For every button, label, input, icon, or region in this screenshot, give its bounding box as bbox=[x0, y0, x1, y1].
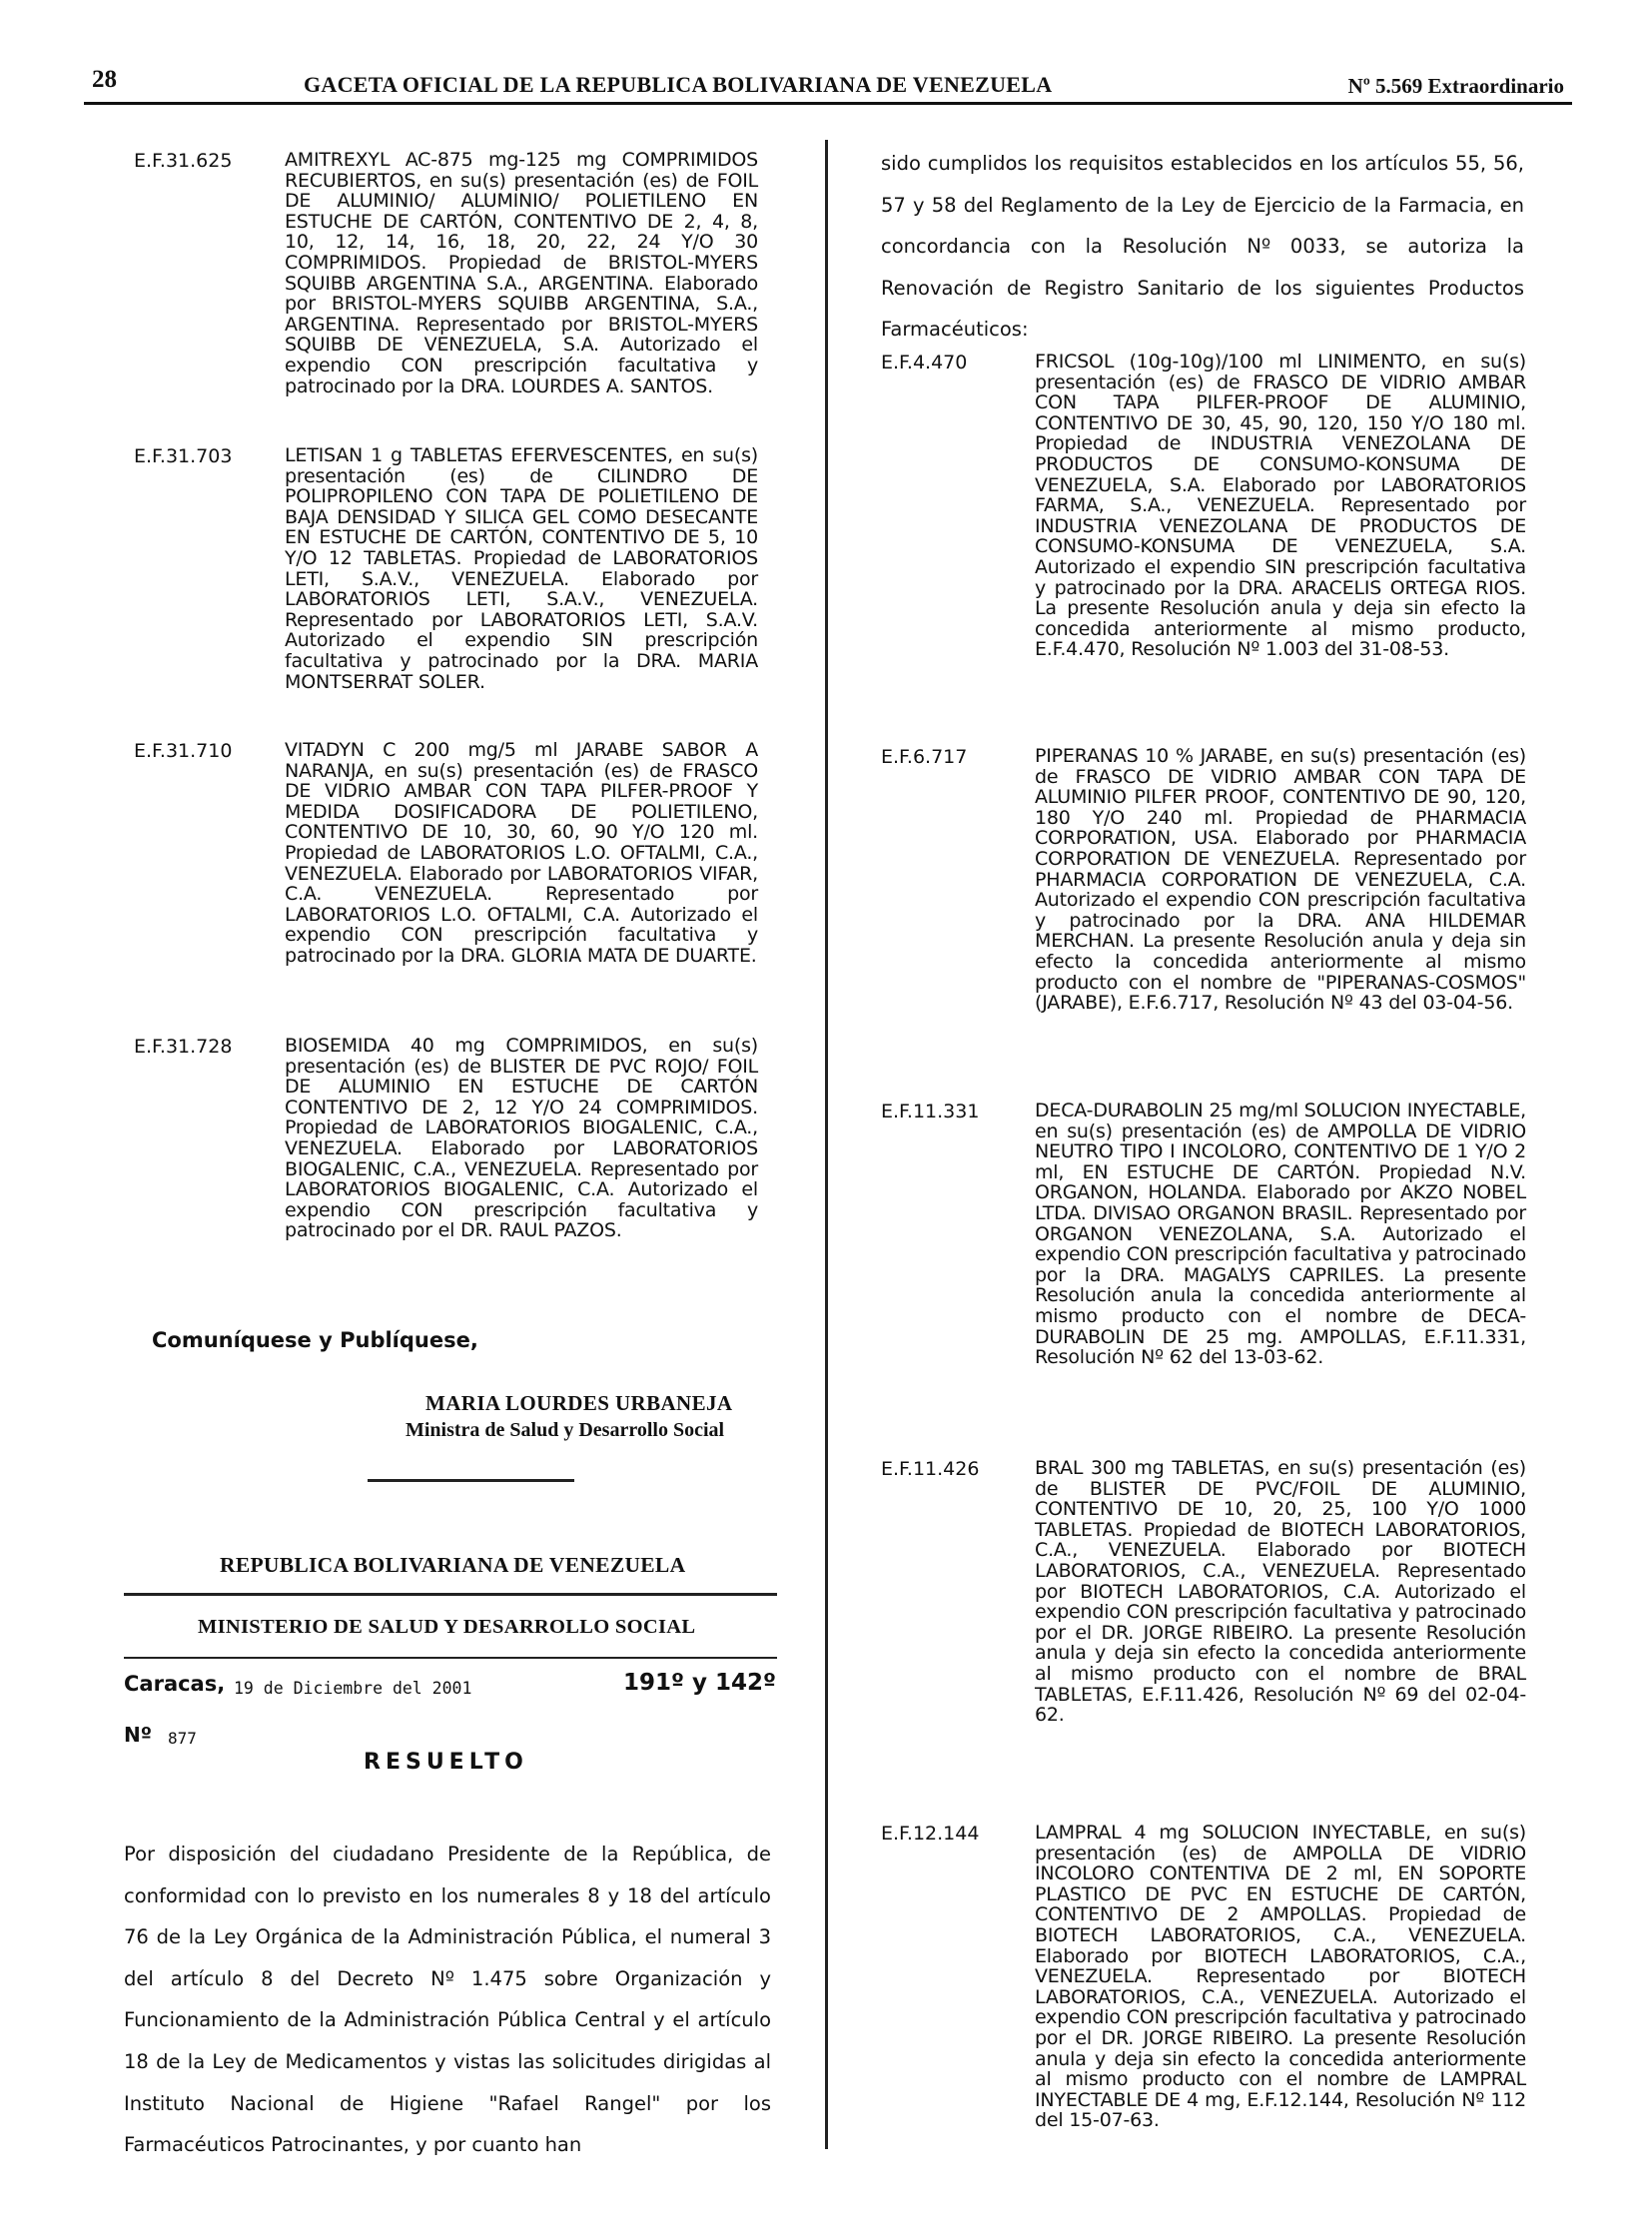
entry-text: LETISAN 1 g TABLETAS EFERVESCENTES, en su(s) presentación (es) de CILINDRO DE POLIPROPILENO CON TAPA DE POLIETILENO DE BAJA DENSIDAD Y SILICA GEL COMO DESECANTE EN ESTUCHE DE CARTÓN, CONTENTIVO DE 5, 10 Y/O 12 TABLETAS. Propiedad de LABORATORIOS LETI, S.A.V., VENEZUELA. Elaborado por LABORATORIOS LETI, S.A.V., VENEZUELA. Representado por LABORATORIOS LETI, S.A.V. Autorizado el expendio SIN prescripción facultativa y patrocinado por la DRA. MARIA MONTSERRAT SOLER. bbox=[285, 444, 758, 693]
signatory-name: MARIA LOURDES URBANEJA bbox=[425, 1391, 733, 1415]
entry-text: PIPERANAS 10 % JARABE, en su(s) presentación (es) de FRASCO DE VIDRIO AMBAR CON TAPA DE ALUMINIO PILFER PROOF, CONTENTIVO DE 90, 120, 180 Y/O 240 ml. Propiedad de PHARMACIA CORPORATION, USA. Elaborado por PHARMACIA CORPORATION DE VENEZUELA. Representado por PHARMACIA CORPORATION DE VENEZUELA, C.A. Autorizado el expendio CON prescripción facultativa y patrocinado por la DRA. ANA HILDEMAR MERCHAN. La presente Resolución anula y deja sin efecto la concedida anteriormente al mismo producto con el nombre de "PIPERANAS-COSMOS" (JARABE), E.F.6.717, Resolución Nº 43 del 03-04-56. bbox=[1035, 745, 1526, 1015]
entry-text: FRICSOL (10g-10g)/100 ml LINIMENTO, en su(s) presentación (es) de FRASCO DE VIDRIO AMBAR CON TAPA PILFER-PROOF DE ALUMINIO, CONTENTIVO DE 30, 45, 90, 120, 150 Y/O 180 ml. Propiedad de INDUSTRIA VENEZOLANA DE PRODUCTOS DE CONSUMO-KONSUMA DE VENEZUELA, S.A. Elaborado por LABORATORIOS FARMA, S.A., VENEZUELA. Representado por INDUSTRIA VENEZOLANA DE PRODUCTOS DE CONSUMO-KONSUMA DE VENEZUELA, S.A. Autorizado el expendio SIN prescripción facultativa y patrocinado por la DRA. ARACELIS ORTEGA RIOS. La presente Resolución anula y deja sin efecto la concedida anteriormente al mismo producto, E.F.4.470, Resolución Nº 1.003 del 31-08-53. bbox=[1035, 351, 1526, 661]
entry-text: AMITREXYL AC-875 mg-125 mg COMPRIMIDOS RECUBIERTOS, en su(s) presentación (es) de FOIL DE ALUMINIO/ ALUMINIO/ POLIETILENO EN ESTUCHE DE CARTÓN, CONTENTIVO DE 2, 4, 8, 10, 12, 14, 16, 18, 20, 22, 24 Y/O 30 COMPRIMIDOS. Propiedad de BRISTOL-MYERS SQUIBB ARGENTINA S.A., ARGENTINA. Elaborado por BRISTOL-MYERS SQUIBB ARGENTINA, S.A., ARGENTINA. Representado por BRISTOL-MYERS SQUIBB DE VENEZUELA, S.A. Autorizado el expendio CON prescripción facultativa y patrocinado por la DRA. LOURDES A. SANTOS. bbox=[285, 149, 758, 397]
heading-rule bbox=[124, 1593, 777, 1596]
entry-code: E.F.11.331 bbox=[881, 1101, 980, 1122]
resolution-number: 877 bbox=[168, 1729, 197, 1748]
issue-number: Nº 5.569 Extraordinario bbox=[1347, 74, 1564, 98]
entry-code: E.F.4.470 bbox=[881, 352, 968, 373]
entry-code: E.F.12.144 bbox=[881, 1823, 980, 1845]
resolution-continuation: sido cumplidos los requisitos establecidos en los artículos 55, 56, 57 y 58 del Reglamento de la Ley de Ejercicio de la Farmacia, en concordancia con la Resolución Nº 0033, se autoriza la Renovación de Registro Sanitario de los siguientes Productos Farmacéuticos: bbox=[881, 152, 1524, 342]
page-header bbox=[84, 66, 1572, 106]
closing-formula: Comuníquese y Publíquese, bbox=[152, 1328, 478, 1352]
heading-rule-2 bbox=[124, 1657, 777, 1659]
header-rule bbox=[84, 102, 1572, 105]
entry-text: LAMPRAL 4 mg SOLUCION INYECTABLE, en su(s) presentación (es) de AMPOLLA DE VIDRIO INCOLORO CONTENTIVA DE 2 ml, EN SOPORTE PLASTICO DE PVC EN ESTUCHE DE CARTÓN, CONTENTIVO DE 2 AMPOLLAS. Propiedad de BIOTECH LABORATORIOS, C.A., VENEZUELA. Elaborado por BIOTECH LABORATORIOS, C.A., VENEZUELA. Representado por BIOTECH LABORATORIOS, C.A., VENEZUELA. Autorizado el expendio CON prescripción facultativa y patrocinado por el DR. JORGE RIBEIRO. La presente Resolución anula y deja sin efecto la concedida anteriormente al mismo producto con el nombre de LAMPRAL INYECTABLE DE 4 mg, E.F.12.144, Resolución Nº 112 del 15-07-63. bbox=[1035, 1822, 1526, 2132]
ministry-heading: MINISTERIO DE SALUD Y DESARROLLO SOCIAL bbox=[198, 1616, 696, 1638]
gazette-title: GACETA OFICIAL DE LA REPUBLICA BOLIVARIANA DE VENEZUELA bbox=[304, 72, 1053, 97]
entry-code: E.F.31.703 bbox=[134, 445, 233, 467]
entry-text: BIOSEMIDA 40 mg COMPRIMIDOS, en su(s) presentación (es) de BLISTER DE PVC ROJO/ FOIL DE ALUMINIO EN ESTUCHE DE CARTÓN CONTENTIVO DE 2, 12 Y/O 24 COMPRIMIDOS. Propiedad de LABORATORIOS BIOGALENIC, C.A., VENEZUELA. Elaborado por LABORATORIOS BIOGALENIC, C.A., VENEZUELA. Representado por LABORATORIOS BIOGALENIC, C.A. Autorizado el expendio CON prescripción facultativa y patrocinado por el DR. RAUL PAZOS. bbox=[285, 1035, 758, 1242]
entry-code: E.F.31.710 bbox=[134, 740, 233, 762]
page-number: 28 bbox=[92, 66, 117, 93]
entry-code: E.F.31.625 bbox=[134, 150, 233, 172]
resolution-date: 19 de Diciembre del 2001 bbox=[234, 1679, 472, 1698]
republic-heading: REPUBLICA BOLIVARIANA DE VENEZUELA bbox=[220, 1553, 686, 1577]
signatory-role: Ministra de Salud y Desarrollo Social bbox=[406, 1419, 725, 1441]
entry-text: DECA-DURABOLIN 25 mg/ml SOLUCION INYECTABLE, en su(s) presentación (es) de AMPOLLA DE VIDRIO NEUTRO TIPO I INCOLORO, CONTENTIVO DE 1 Y/O 2 ml, EN ESTUCHE DE CARTÓN. Propiedad N.V. ORGANON, HOLANDA. Elaborado por AKZO NOBEL LTDA. DIVISAO ORGANON BRASIL. Representado por ORGANON VENEZOLANA, S.A. Autorizado el expendio CON prescripción facultativa y patrocinado por la DRA. MAGALYS CAPRILES. La presente Resolución anula la concedida anteriormente al mismo producto con el nombre de DECA-DURABOLIN DE 25 mg. AMPOLLAS, E.F.11.331, Resolución Nº 62 del 13-03-62. bbox=[1035, 1100, 1526, 1369]
entry-code: E.F.31.728 bbox=[134, 1036, 233, 1058]
resuelto-heading: RESUELTO bbox=[364, 1750, 528, 1775]
number-label: Nº bbox=[124, 1723, 153, 1747]
entry-text: VITADYN C 200 mg/5 ml JARABE SABOR A NARANJA, en su(s) presentación (es) de FRASCO DE VIDRIO AMBAR CON TAPA PILFER-PROOF Y MEDIDA DOSIFICADORA DE POLIETILENO, CONTENTIVO DE 10, 30, 60, 90 Y/O 120 ml. Propiedad de LABORATORIOS L.O. OFTALMI, C.A., VENEZUELA. Elaborado por LABORATORIOS VIFAR, C.A. VENEZUELA. Representado por LABORATORIOS L.O. OFTALMI, C.A. Autorizado el expendio CON prescripción facultativa y patrocinado por la DRA. GLORIA MATA DE DUARTE. bbox=[285, 739, 758, 967]
column-separator bbox=[825, 140, 828, 2149]
entry-text: BRAL 300 mg TABLETAS, en su(s) presentación (es) de BLISTER DE PVC/FOIL DE ALUMINIO, CONTENTIVO DE 10, 20, 25, 100 Y/O 1000 TABLETAS. Propiedad de BIOTECH LABORATORIOS, C.A., VENEZUELA. Elaborado por BIOTECH LABORATORIOS, C.A., VENEZUELA. Representado por BIOTECH LABORATORIOS, C.A. Autorizado el expendio CON prescripción facultativa y patrocinado por el DR. JORGE RIBEIRO. La presente Resolución anula y deja sin efecto la concedida anteriormente al mismo producto con el nombre de BRAL TABLETAS, E.F.11.426, Resolución Nº 69 del 02-04-62. bbox=[1035, 1457, 1526, 1727]
resolution-years: 191º y 142º bbox=[623, 1670, 776, 1696]
resolution-paragraph: Por disposición del ciudadano Presidente de la República, de conformidad con lo previsto en los numerales 8 y 18 del artículo 76 de la Ley Orgánica de la Administración Pública, el numeral 3 del artículo 8 del Decreto Nº 1.475 sobre Organización y Funcionamiento de la Administración Pública Central y el artículo 18 de la Ley de Medicamentos y vistas las solicitudes dirigidas al Instituto Nacional de Higiene "Rafael Rangel" por los Farmacéuticos Patrocinantes, y por cuanto han bbox=[124, 1843, 771, 2157]
entry-code: E.F.6.717 bbox=[881, 746, 968, 768]
entry-code: E.F.11.426 bbox=[881, 1458, 980, 1480]
place-label: Caracas, bbox=[124, 1672, 226, 1696]
signature-rule bbox=[368, 1479, 574, 1482]
